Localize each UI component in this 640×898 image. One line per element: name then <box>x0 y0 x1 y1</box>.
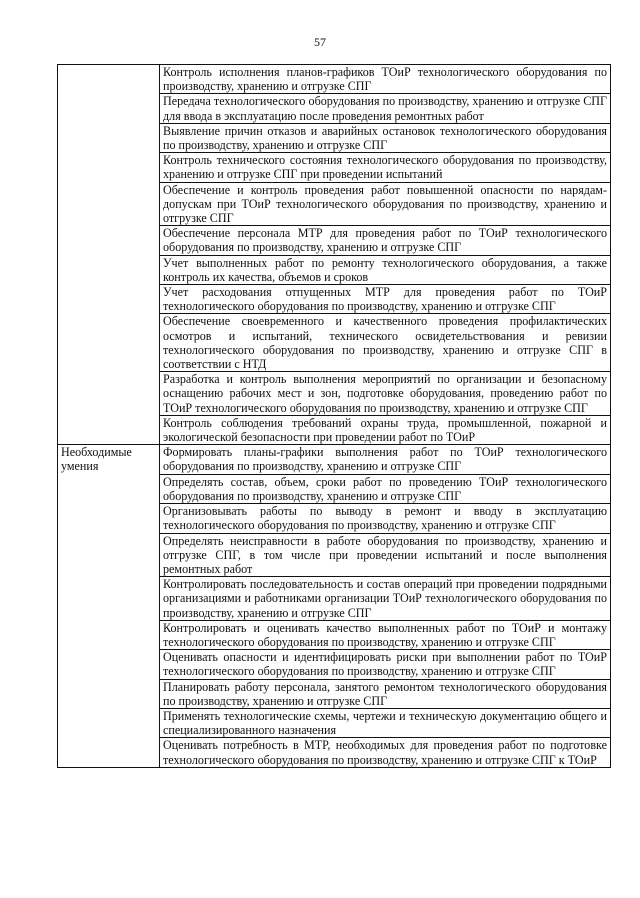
table-cell: Организовывать работы по выводу в ремонт и вводу в эксплуатацию технологического оборудования по производству, хранению и отгрузке СПГ <box>160 504 611 533</box>
table-cell: Определять неисправности в работе оборудования по производству, хранению и отгрузке СПГ, в том числе при проведении испытаний и после выполнения ремонтных работ <box>160 533 611 577</box>
table-cell: Контролировать последовательность и состав операций при проведении подрядными организациями и работниками организации ТОиР технологического оборудования по производству, хранению и отгрузке СПГ <box>160 577 611 621</box>
table-cell: Контроль технического состояния технологического оборудования по производству, хранению и отгрузке СПГ при проведении испытаний <box>160 153 611 182</box>
table-cell: Учет выполненных работ по ремонту технологического оборудования, а также контроль их качества, объемов и сроков <box>160 255 611 284</box>
table-row <box>58 65 611 94</box>
table-cell: Оценивать потребность в МТР, необходимых для проведения работ по подготовке технологического оборудования по производству, хранению и отгрузке СПГ к ТОиР <box>160 738 611 767</box>
table-cell: Применять технологические схемы, чертежи и техническую документацию общего и специализированного назначения <box>160 708 611 737</box>
competency-table-body <box>58 65 611 768</box>
table-cell: Выявление причин отказов и аварийных остановок технологического оборудования по производству, хранению и отгрузке СПГ <box>160 123 611 152</box>
table-cell: Определять состав, объем, сроки работ по проведению ТОиР технологического оборудования по производству, хранению и отгрузке СПГ <box>160 474 611 503</box>
table-cell: Контролировать и оценивать качество выполненных работ по ТОиР и монтажу технологического оборудования по производству, хранению и отгрузке СПГ <box>160 620 611 649</box>
table-cell: Формировать планы-графики выполнения работ по ТОиР технологического оборудования по производству, хранению и отгрузке СПГ <box>160 445 611 474</box>
page-number: 57 <box>314 35 326 49</box>
table-row <box>58 445 611 474</box>
table-cell: Оценивать опасности и идентифицировать риски при выполнении работ по ТОиР технологического оборудования по производству, хранению и отгрузке СПГ <box>160 650 611 679</box>
table-cell: Контроль исполнения планов-графиков ТОиР технологического оборудования по производству, хранению и отгрузке СПГ <box>160 65 611 94</box>
section-label-knowledge <box>58 65 160 445</box>
table-cell: Разработка и контроль выполнения мероприятий по организации и безопасному оснащению рабочих мест и зон, подготовке оборудования, проведению работ по ТОиР технологического оборудования по производству, хранению и отгрузке СПГ <box>160 372 611 416</box>
table-cell: Планировать работу персонала, занятого ремонтом технологического оборудования по производству, хранению и отгрузке СПГ <box>160 679 611 708</box>
table-cell: Учет расходования отпущенных МТР для проведения работ по ТОиР технологического оборудования по производству, хранению и отгрузке СПГ <box>160 285 611 314</box>
competency-table <box>57 64 611 768</box>
table-cell: Обеспечение и контроль проведения работ повышенной опасности по нарядам-допускам при ТОиР технологического оборудования по производству, хранению и отгрузке СПГ <box>160 182 611 226</box>
table-cell: Контроль соблюдения требований охраны труда, промышленной, пожарной и экологической безопасности при проведении работ по ТОиР <box>160 415 611 444</box>
table-cell: Обеспечение персонала МТР для проведения работ по ТОиР технологического оборудования по производству, хранению и отгрузке СПГ <box>160 226 611 255</box>
section-label-skills: Необходимые умения <box>58 445 160 767</box>
table-cell: Передача технологического оборудования по производству, хранению и отгрузке СПГ для ввода в эксплуатацию после проведения ремонтных работ <box>160 94 611 123</box>
table-cell: Обеспечение своевременного и качественного проведения профилактических осмотров и испытаний, технического освидетельствования и ревизии технологического оборудования по производству, хранению и отгрузке СПГ в соответствии с НТД <box>160 314 611 372</box>
